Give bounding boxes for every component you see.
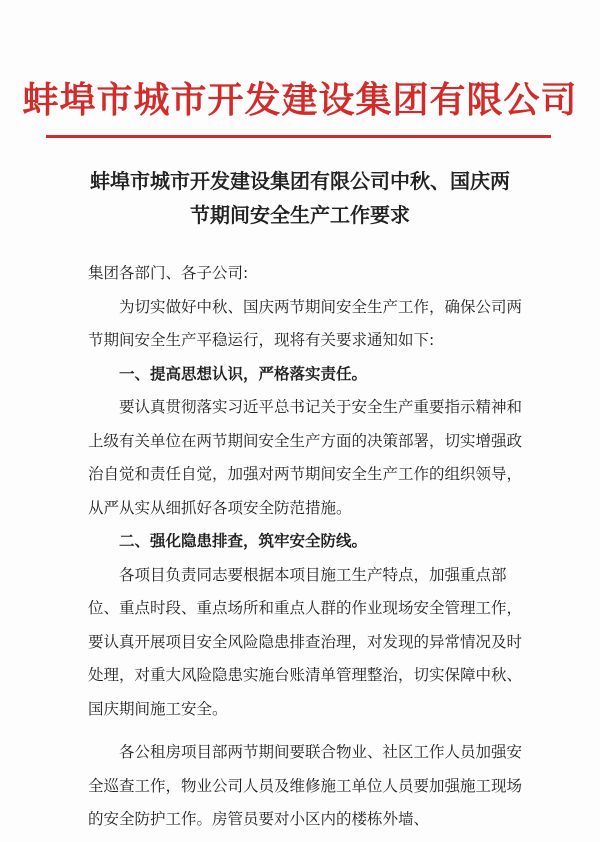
document-body (88, 257, 533, 837)
section-1-paragraph: 要认真贯彻落实习近平总书记关于安全生产重要指示精神和上级有关单位在两节期间安全生产方面的决策部署，切实增强政治自觉和责任自觉，加强对两节期间安全生产工作的组织领导，从严从实从细抓好各项安全防范措施。 (88, 398, 523, 517)
letterhead-red-rule (46, 135, 551, 138)
section-1-heading: 一、提高思想认识，严格落实责任。 (119, 364, 368, 383)
section-2-heading: 二、强化隐患排查，筑牢安全防线。 (119, 532, 368, 550)
section-2-paragraph-2: 各公租房项目部两节期间要联合物业、社区工作人员加强安全巡查工作，物业公司人员及维修施工单位人员要加强施工现场的安全防护工作。房管员要对小区内的楼栋外墙、 (88, 743, 523, 828)
letterhead-title: 蚌埠市城市开发建设集团有限公司 (22, 79, 578, 121)
document-title-line-2: 节期间安全生产工作要求 (190, 203, 410, 227)
document-title-line-1: 蚌埠市城市开发建设集团有限公司中秋、国庆两 (90, 169, 510, 193)
intro-paragraph: 为切实做好中秋、国庆两节期间安全生产工作，确保公司两节期间安全生产平稳运行，现将有关要求通知如下: (88, 297, 523, 349)
salutation: 集团各部门、各子公司: (88, 264, 249, 282)
section-2-paragraph-1: 各项目负责同志要根据本项目施工生产特点，加强重点部位、重点时段、重点场所和重点人群的作业现场安全管理工作，要认真开展项目安全风险隐患排查治理，对发现的异常情况及时处理，对重大风险隐患实施台账清单管理整治，切实保障中秋、国庆期间施工安全。 (88, 565, 523, 718)
